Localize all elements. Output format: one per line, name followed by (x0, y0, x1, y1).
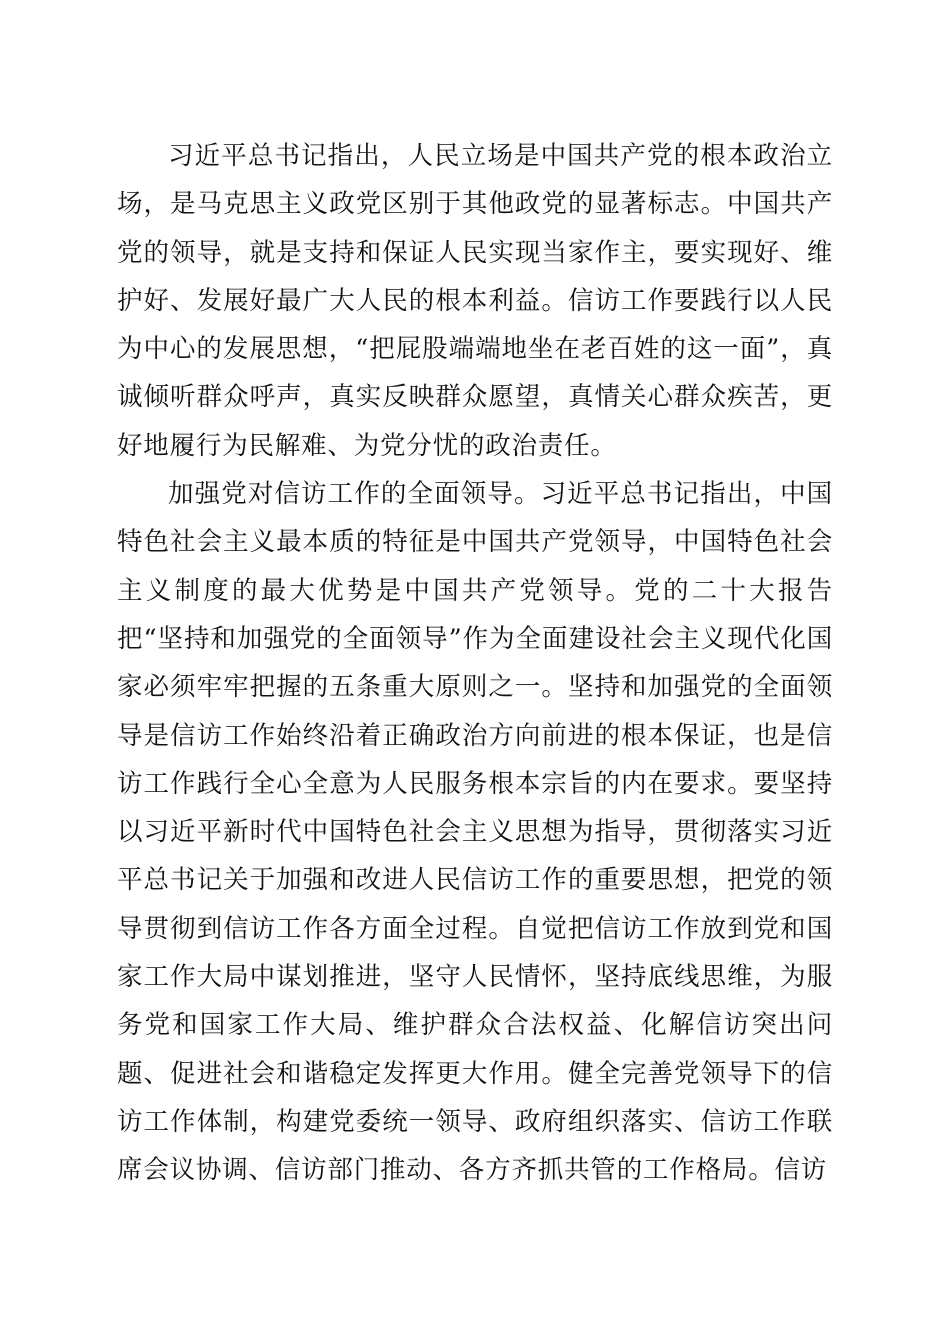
body-paragraph-1: 习近平总书记指出，人民立场是中国共产党的根本政治立场，是马克思主义政党区别于其他政党的显著标志。中国共产党的领导，就是支持和保证人民实现当家作主，要实现好、维护好、发展好最广大人民的根本利益。信访工作要践行以人民为中心的发展思想，“把屁股端端地坐在老百姓的这一面”，真诚倾听群众呼声，真实反映群众愿望，真情关心群众疾苦，更好地履行为民解难、为党分忧的政治责任。 (117, 141, 833, 461)
body-paragraph-2: 加强党对信访工作的全面领导。习近平总书记指出，中国特色社会主义最本质的特征是中国共产党领导，中国特色社会主义制度的最大优势是中国共产党领导。党的二十大报告把“坚持和加强党的全面领导”作为全面建设社会主义现代化国家必须牢牢把握的五条重大原则之一。坚持和加强党的全面领导是信访工作始终沿着正确政治方向前进的根本保证，也是信访工作践行全心全意为人民服务根本宗旨的内在要求。要坚持以习近平新时代中国特色社会主义思想为指导，贯彻落实习近平总书记关于加强和改进人民信访工作的重要思想，把党的领导贯彻到信访工作各方面全过程。自觉把信访工作放到党和国家工作大局中谋划推进，坚守人民情怀，坚持底线思维，为服务党和国家工作大局、维护群众合法权益、化解信访突出问题、促进社会和谐稳定发挥更大作用。健全完善党领导下的信访工作体制，构建党委统一领导、政府组织落实、信访工作联席会议协调、信访部门推动、各方齐抓共管的工作格局。信访 (117, 479, 833, 1186)
document-page (117, 132, 833, 1195)
